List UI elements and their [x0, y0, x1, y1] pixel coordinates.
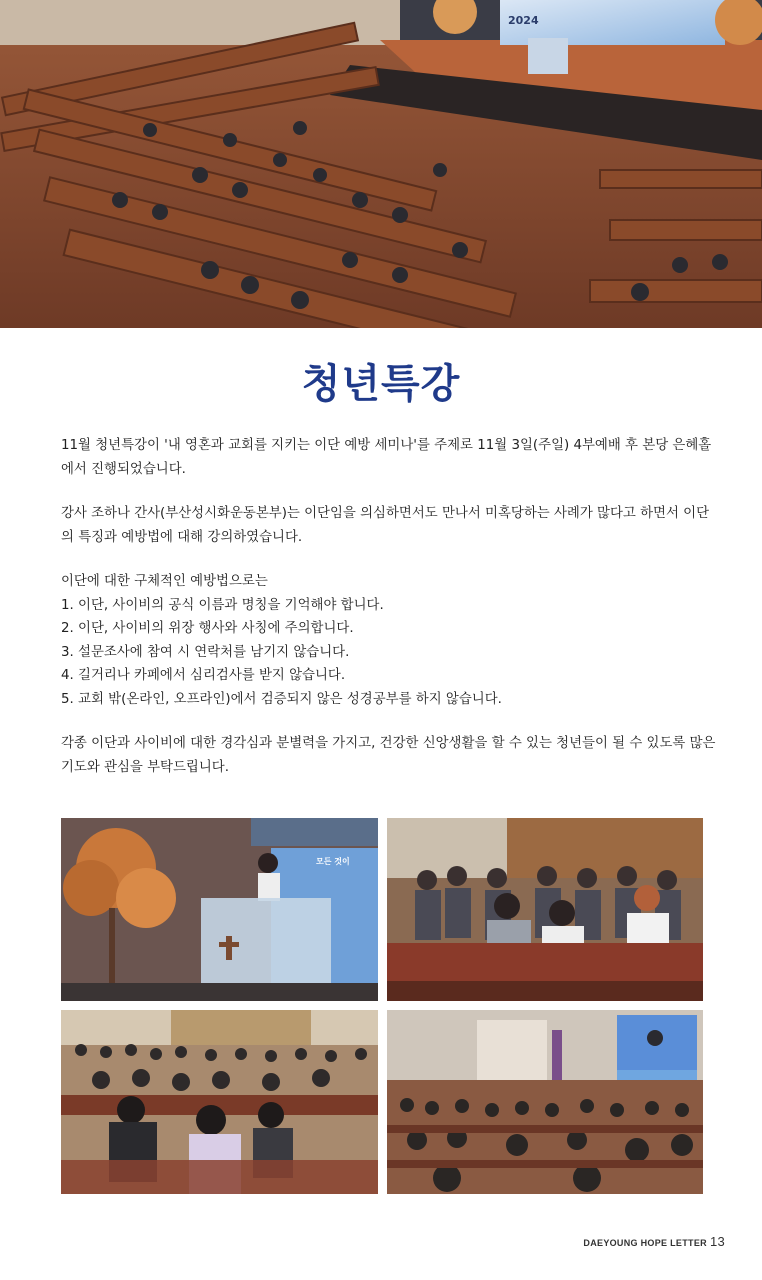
- page-number: 13: [709, 1234, 725, 1249]
- prevention-item: 2. 이단, 사이비의 위장 행사와 사칭에 주의합니다.: [61, 621, 354, 636]
- paragraph-intro: 11월 청년특강이 '내 영혼과 교회를 지키는 이단 예방 세미나'를 주제로 11월 3일(주일) 4부예배 후 본당 은혜홀에서 진행되었습니다.: [61, 438, 712, 477]
- photo-speaker: [61, 818, 378, 1001]
- prevention-item: 5. 교회 밖(온라인, 오프라인)에서 검증되지 않은 성경공부를 하지 않습니다.: [61, 691, 502, 707]
- speaker-screen-text: 모든 것이: [316, 857, 350, 866]
- sanctuary-illustration: [0, 0, 762, 328]
- prevention-item: 4. 길거리나 카페에서 심리검사를 받지 않습니다.: [61, 668, 346, 683]
- hero-screen-text: 2024: [508, 14, 539, 27]
- page-footer: [583, 1234, 725, 1249]
- photo-hall-wide: [387, 1010, 703, 1194]
- prevention-intro: 이단에 대한 구체적인 예방법으로는: [61, 574, 268, 589]
- photo-audience-side: [61, 1010, 378, 1194]
- hero-photo-sanctuary: [0, 0, 762, 328]
- page-title: 청년특강: [301, 361, 461, 407]
- publication-name: DAEYOUNG HOPE LETTER: [583, 1238, 707, 1248]
- paragraph-closing: 각종 이단과 사이비에 대한 경각심과 분별력을 가지고, 건강한 신앙생활을 할 수 있는 청년들이 될 수 있도록 많은 기도와 관심을 부탁드립니다.: [61, 736, 716, 775]
- photo-audience-front: [387, 818, 703, 1001]
- prevention-item: 3. 설문조사에 참여 시 연락처를 남기지 않습니다.: [61, 644, 350, 660]
- paragraph-speaker: 강사 조하나 간사(부산성시화운동본부)는 이단임을 의심하면서도 만나서 미혹당하는 사례가 많다고 하면서 이단의 특징과 예방법에 대해 강의하였습니다.: [61, 506, 710, 545]
- prevention-item: 1. 이단, 사이비의 공식 이름과 명칭을 기억해야 합니다.: [61, 597, 384, 613]
- prevention-list: [61, 570, 721, 711]
- article-body: [61, 434, 721, 800]
